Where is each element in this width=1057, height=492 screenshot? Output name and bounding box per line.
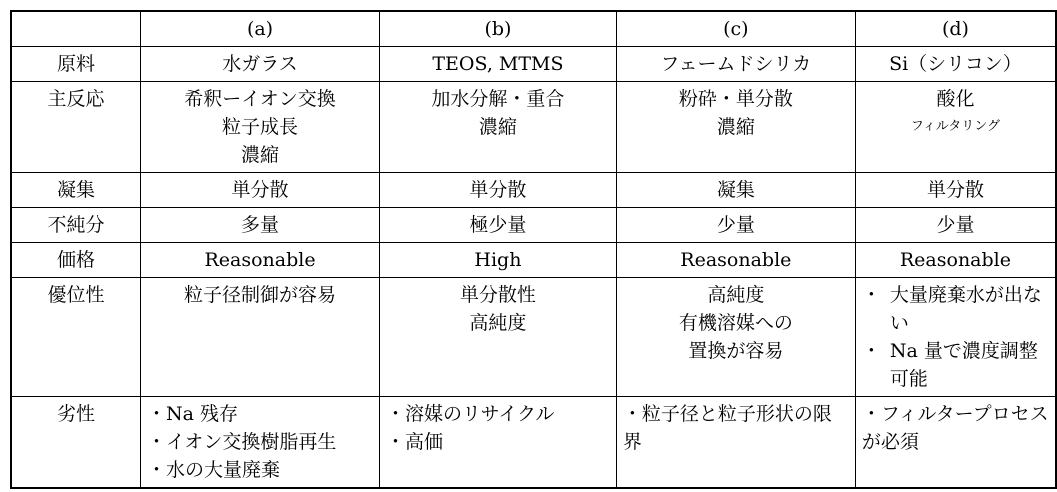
disadvantage-b xyxy=(380,397,617,489)
row-impurity xyxy=(11,208,1056,243)
raw-b: TEOS, MTMS xyxy=(380,47,617,82)
advantage-d-text: 大量廃棄水が出ない xyxy=(889,284,1042,334)
bullet-mark: ・ xyxy=(861,340,881,362)
row-label-impurity: 不純分 xyxy=(11,208,140,243)
disadvantage-c-line: ・粒子径と粒子形状の限界 xyxy=(622,403,832,453)
advantage-c-line: 有機溶媒への xyxy=(678,312,793,334)
advantage-d-item xyxy=(862,281,1049,337)
advantage-d xyxy=(855,278,1056,397)
disadvantage-c xyxy=(616,397,855,489)
impurity-c: 少量 xyxy=(616,208,855,243)
header-col-c: (c) xyxy=(616,11,855,47)
raw-d: Si（シリコン） xyxy=(855,47,1056,82)
advantage-c xyxy=(616,278,855,397)
impurity-d: 少量 xyxy=(855,208,1056,243)
reaction-b-line: 濃縮 xyxy=(478,116,517,138)
disadvantage-b-line: ・溶媒のリサイクル xyxy=(386,403,555,425)
reaction-a-line: 濃縮 xyxy=(241,144,280,166)
header-col-b: (b) xyxy=(380,11,617,47)
impurity-a: 多量 xyxy=(140,208,379,243)
row-raw-material xyxy=(11,47,1056,82)
reaction-a-line: 粒子成長 xyxy=(222,116,299,138)
aggregation-d: 単分散 xyxy=(855,173,1056,208)
aggregation-b: 単分散 xyxy=(380,173,617,208)
reaction-c xyxy=(616,82,855,173)
advantage-b-line: 単分散性 xyxy=(459,284,536,306)
advantage-c-line: 高純度 xyxy=(707,284,765,306)
price-a: Reasonable xyxy=(140,243,379,278)
row-label-aggregation: 凝集 xyxy=(11,173,140,208)
price-b: High xyxy=(380,243,617,278)
reaction-a-line: 希釈ーイオン交換 xyxy=(184,88,336,110)
advantage-a: 粒子径制御が容易 xyxy=(140,278,379,397)
reaction-d xyxy=(855,82,1056,173)
aggregation-a: 単分散 xyxy=(140,173,379,208)
advantage-d-text: Na 量で濃度調整可能 xyxy=(889,340,1038,390)
row-disadvantage xyxy=(11,397,1056,489)
row-main-reaction xyxy=(11,82,1056,173)
row-advantage xyxy=(11,278,1056,397)
price-d: Reasonable xyxy=(855,243,1056,278)
advantage-b-line: 高純度 xyxy=(469,312,527,334)
aggregation-c: 凝集 xyxy=(616,173,855,208)
row-aggregation xyxy=(11,173,1056,208)
disadvantage-a-line: ・Na 残存 xyxy=(146,403,238,425)
raw-a: 水ガラス xyxy=(140,47,379,82)
reaction-d-line: 酸化 xyxy=(936,88,975,110)
reaction-c-line: 濃縮 xyxy=(716,116,755,138)
comparison-table-wrapper xyxy=(10,10,1057,489)
disadvantage-d-line: ・フィルタープロセスが必須 xyxy=(861,403,1049,453)
reaction-d-line: フィルタリング xyxy=(910,119,1001,134)
advantage-d-item xyxy=(862,337,1049,393)
disadvantage-a-line: ・水の大量廃棄 xyxy=(146,459,280,481)
header-col-a: (a) xyxy=(140,11,379,47)
row-price xyxy=(11,243,1056,278)
disadvantage-a xyxy=(140,397,379,489)
reaction-b xyxy=(380,82,617,173)
reaction-b-line: 加水分解・重合 xyxy=(431,88,565,110)
disadvantage-b-line: ・高価 xyxy=(386,431,444,453)
header-row xyxy=(11,11,1056,47)
row-label-advantage: 優位性 xyxy=(11,278,140,397)
raw-c: フェームドシリカ xyxy=(616,47,855,82)
impurity-b: 極少量 xyxy=(380,208,617,243)
row-label-reaction: 主反応 xyxy=(11,82,140,173)
reaction-c-line: 粉砕・単分散 xyxy=(678,88,793,110)
row-label-price: 価格 xyxy=(11,243,140,278)
header-col-d: (d) xyxy=(855,11,1056,47)
advantage-c-line: 置換が容易 xyxy=(688,340,784,362)
disadvantage-d xyxy=(855,397,1056,489)
row-label-raw: 原料 xyxy=(11,47,140,82)
bullet-mark: ・ xyxy=(861,284,881,306)
price-c: Reasonable xyxy=(616,243,855,278)
reaction-a xyxy=(140,82,379,173)
row-label-disadvantage: 劣性 xyxy=(11,397,140,489)
disadvantage-a-line: ・イオン交換樹脂再生 xyxy=(146,431,337,453)
header-empty-cell xyxy=(11,11,140,47)
advantage-b xyxy=(380,278,617,397)
silica-comparison-table xyxy=(10,10,1057,489)
